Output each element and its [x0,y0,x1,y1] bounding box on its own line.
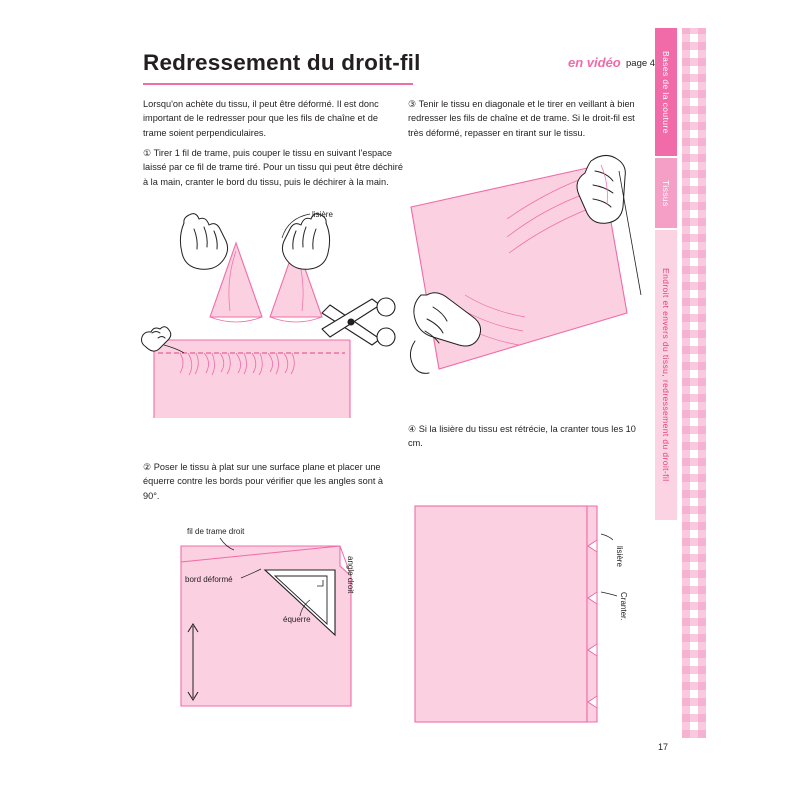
tab-tissus[interactable] [655,158,677,228]
intro-paragraph: Lorsqu'on achète du tissu, il peut être déformé. Il est donc important de le redresser pour que les fils de chaîne et de trame soient perpendiculaires. [143,99,379,138]
step-2-paragraph: ② Poser le tissu à plat sur une surface plane et placer une équerre contre les bords pour vérifier que les angles sont à 90°. [143,462,384,501]
figure-step-3 [405,145,650,410]
figure-label-equerre: équerre [283,615,311,624]
gingham-decoration [682,28,706,738]
tab-bases-de-la-couture[interactable] [655,28,677,156]
tab-strip [655,28,677,738]
page-number: 17 [658,742,669,752]
tab-blank [655,522,677,738]
video-page-reference: page 4 [626,58,656,69]
step-1-paragraph: ① Tirer 1 fil de trame, puis couper le tissu en suivant l'espace laissé par ce fil de trame tiré. Pour un tissu qui peut être déchiré à la main, cranter le bord du tissu, puis le déchirer à la main. [143,148,403,187]
figure-label-cranter: Cranter. [619,592,628,621]
figure-step-2 [165,520,395,720]
figure-label-bord-deforme: bord déformé [185,575,233,584]
step-3-paragraph: ③ Tenir le tissu en diagonale et le tirer en veillant à bien redresser les fils de chaîne et de trame. Si le droit-fil est très déformé, repasser en tirant sur le tissu. [408,99,635,138]
tab-endroit-envers[interactable] [655,230,677,520]
step-4-paragraph: ④ Si la lisière du tissu est rétrécie, la cranter tous les 10 cm. [408,424,636,449]
figure-label-lisiere-top: lisière [312,210,333,219]
page-title: Redressement du droit-fil [143,50,421,75]
tab-label: Bases de la couture [661,50,671,134]
figure-label-fil-trame-droit: fil de trame droit [187,527,245,536]
figure-label-lisiere-right: lisière [615,546,624,567]
tab-label: Endroit et envers du tissu, redressement du droit-fil [661,268,671,482]
video-badge: en vidéo [568,55,621,70]
title-underline [143,83,413,85]
tab-label: Tissus [661,179,671,207]
figure-step-1 [140,205,410,420]
figure-step-4 [405,500,650,735]
figure-label-angle-droit: angle droit [346,556,355,594]
